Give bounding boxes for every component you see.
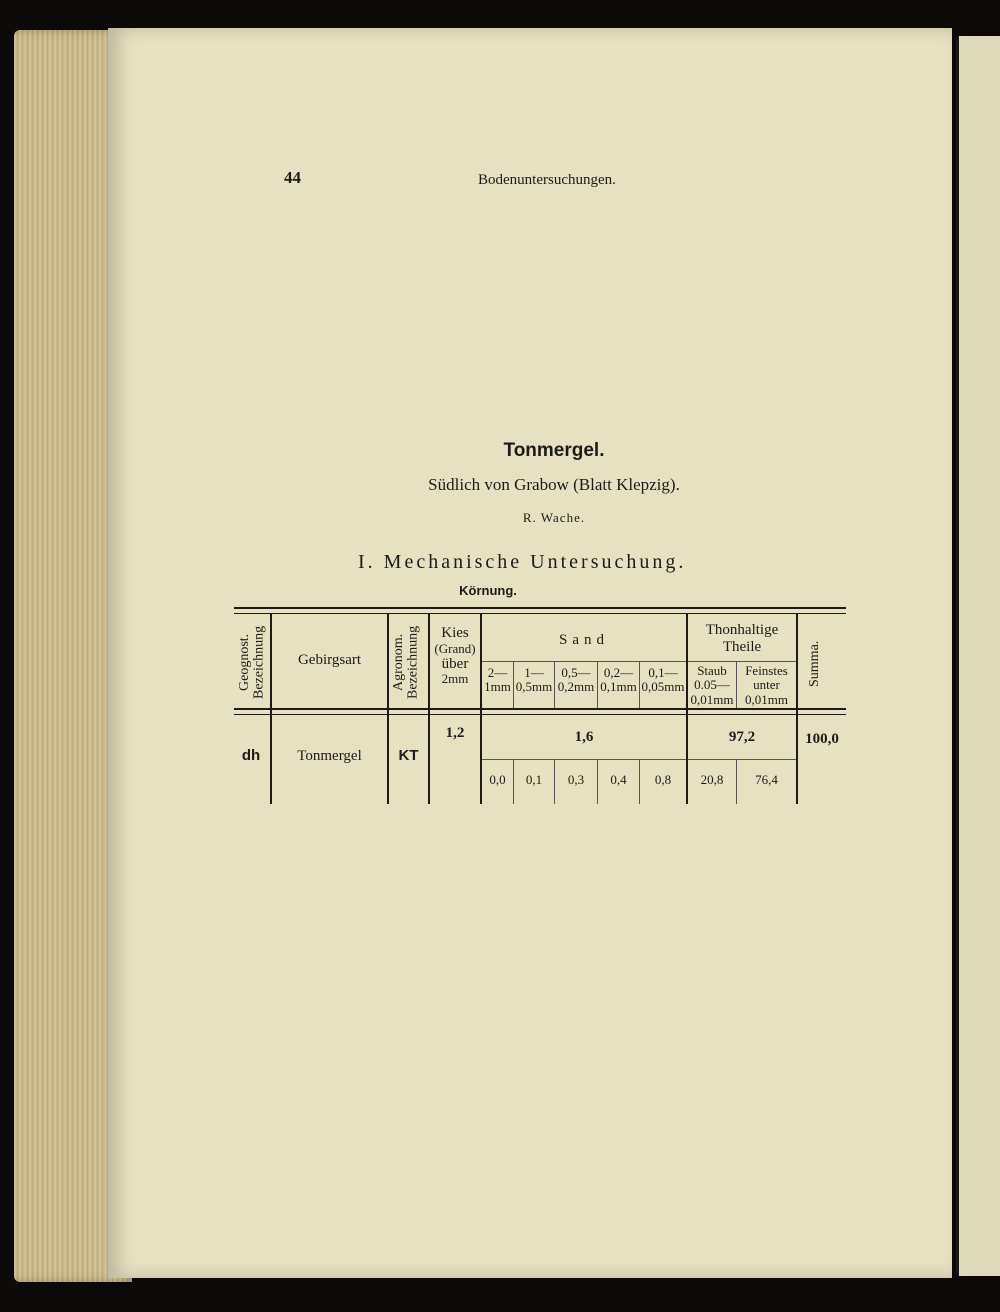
cell-summa: 100,0 (805, 731, 839, 747)
cell-kies: 1,2 (445, 725, 465, 741)
col-header-geognost: Geognost. Bezeichnung (237, 625, 267, 699)
author: R. Wache. (522, 510, 586, 525)
col-header-sand-1-05: 1— 0,5mm (515, 665, 553, 695)
col-header-agronom: Agronom. Bezeichnung (391, 625, 421, 699)
subsection-heading: Körnung. (459, 583, 517, 598)
cell-sand-01-005: 0,8 (654, 772, 672, 787)
cell-agronom: KT (398, 747, 419, 764)
book-page (108, 28, 952, 1278)
cell-feinstes: 76,4 (755, 772, 778, 787)
page-number: 44 (284, 168, 301, 187)
location-subtitle: Südlich von Grabow (Blatt Klepzig). (428, 475, 680, 494)
cell-sand-02-01: 0,4 (610, 772, 627, 787)
cell-sand-2-1: 0,0 (489, 772, 506, 787)
col-header-kies: Kies (Grand) über 2mm (434, 625, 476, 687)
cell-gebirgsart: Tonmergel (297, 748, 362, 764)
cell-staub: 20,8 (700, 772, 724, 787)
col-header-staub: Staub 0.05— 0,01mm (690, 663, 734, 707)
page-title: Tonmergel. (503, 440, 605, 461)
col-header-feinstes: Feinstes unter 0,01mm (745, 663, 788, 707)
col-header-sand-2-1: 2— 1mm (484, 665, 511, 695)
running-head: Bodenuntersuchungen. (478, 172, 616, 188)
cell-thon-total: 97,2 (728, 729, 756, 745)
col-header-gebirgsart: Gebirgsart (297, 652, 362, 668)
facing-page-edge (956, 36, 1000, 1276)
col-header-sand-01-005: 0,1— 0,05mm (641, 665, 685, 695)
col-header-sand-02-01: 0,2— 0,1mm (600, 665, 637, 695)
col-header-sand: Sand (559, 632, 609, 648)
col-header-sand-05-02: 0,5— 0,2mm (557, 665, 595, 695)
cell-sand-total: 1,6 (574, 729, 594, 745)
col-header-thonhaltige: Thonhaltige Theile (705, 622, 779, 655)
cell-geognost: dh (241, 747, 261, 764)
col-header-summa: Summa. (807, 640, 822, 688)
cell-sand-05-02: 0,3 (567, 772, 585, 787)
section-heading: I. Mechanische Untersuchung. (358, 551, 687, 573)
cell-sand-1-05: 0,1 (525, 772, 543, 787)
